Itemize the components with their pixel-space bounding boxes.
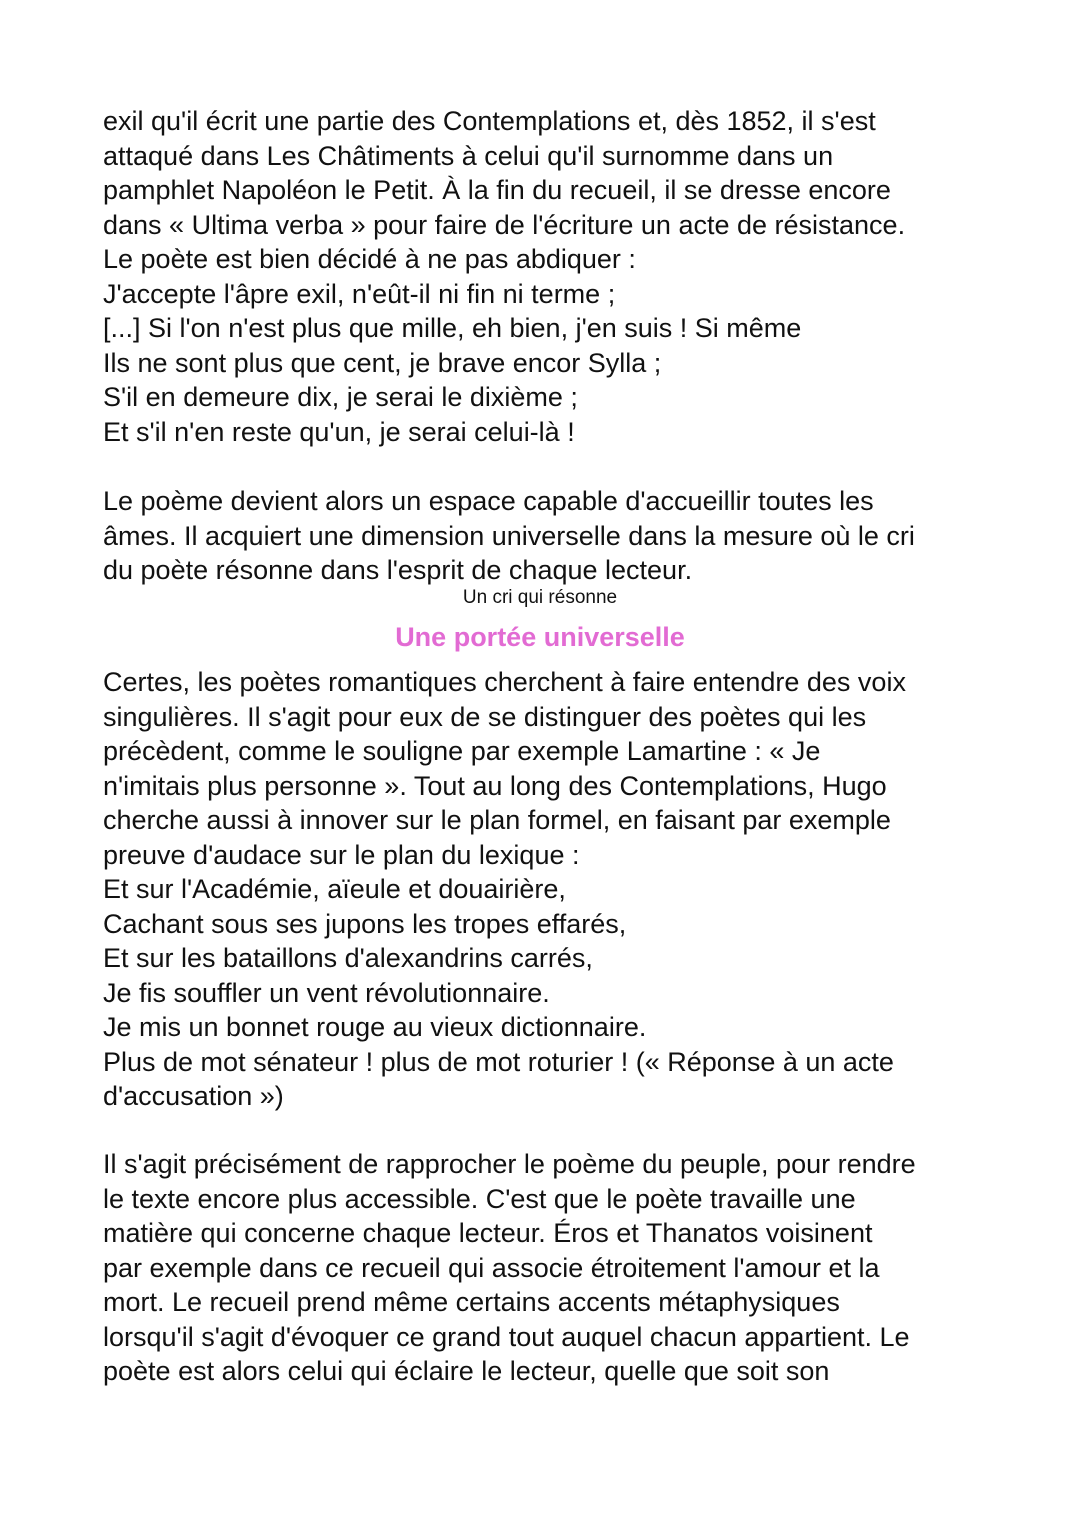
text-line: n'imitais plus personne ». Tout au long des Contemplations, Hugo <box>103 770 887 801</box>
text-line: le texte encore plus accessible. C'est que le poète travaille une <box>103 1183 856 1214</box>
verse-line: S'il en demeure dix, je serai le dixième ; <box>103 382 578 412</box>
text-line: exil qu'il écrit une partie des Contemplations et, dès 1852, il s'est <box>103 106 876 136</box>
text-line: pamphlet Napoléon le Petit. À la fin du recueil, il se dresse encore <box>103 175 891 205</box>
verse-line: Cachant sous ses jupons les tropes effarés, <box>103 908 627 939</box>
text-line: du poète résonne dans l'esprit de chaque lecteur. <box>103 555 693 585</box>
verse-line: [...] Si l'on n'est plus que mille, eh bien, j'en suis ! Si même <box>103 313 802 343</box>
verse-line: J'accepte l'âpre exil, n'eût-il ni fin ni terme ; <box>103 278 616 309</box>
text-line: matière qui concerne chaque lecteur. Éros et Thanatos voisinent <box>103 1218 873 1248</box>
verse-line: Je fis souffler un vent révolutionnaire. <box>103 977 550 1008</box>
text-line: singulières. Il s'agit pour eux de se distinguer des poètes qui les <box>103 701 867 732</box>
verse-line: Et sur l'Académie, aïeule et douairière, <box>103 874 566 904</box>
verse-line: Je mis un bonnet rouge au vieux dictionnaire. <box>103 1012 647 1042</box>
text-line: Certes, les poètes romantiques cherchent à faire entendre des voix <box>103 667 906 697</box>
text-line: cherche aussi à innover sur le plan formel, en faisant par exemple <box>103 805 891 835</box>
text-line: Le poète est bien décidé à ne pas abdiquer : <box>103 244 636 274</box>
text-line: Il s'agit précisément de rapprocher le poème du peuple, pour rendre <box>103 1149 916 1179</box>
text-line: poète est alors celui qui éclaire le lecteur, quelle que soit son <box>103 1356 830 1386</box>
paragraph-universal-space <box>103 484 1003 588</box>
text-line: mort. Le recueil prend même certains accents métaphysiques <box>103 1287 840 1317</box>
verse-line: Plus de mot sénateur ! plus de mot roturier ! (« Réponse à un acte <box>103 1046 894 1077</box>
section-subtitle: Un cri qui résonne <box>462 587 618 608</box>
text-line: par exemple dans ce recueil qui associe étroitement l'amour et la <box>103 1252 880 1283</box>
text-line: précèdent, comme le souligne par exemple Lamartine : « Je <box>103 736 821 766</box>
paragraph-people-accessibility <box>103 1147 1003 1389</box>
verse-line: d'accusation ») <box>103 1081 284 1111</box>
text-line: Le poème devient alors un espace capable d'accueillir toutes les <box>103 486 874 516</box>
verse-line: Et sur les bataillons d'alexandrins carrés, <box>103 943 593 973</box>
text-line: lorsqu'il s'agit d'évoquer ce grand tout auquel chacun appartient. Le <box>103 1321 910 1352</box>
verse-line: Ils ne sont plus que cent, je brave encor Sylla ; <box>103 347 662 378</box>
text-line: attaqué dans Les Châtiments à celui qu'il surnomme dans un <box>103 140 834 171</box>
paragraph-romantic-voices <box>103 665 1003 1114</box>
text-line: âmes. Il acquiert une dimension universelle dans la mesure où le cri <box>103 520 915 551</box>
section-heading: Une portée universelle <box>395 622 685 652</box>
verse-line: Et s'il n'en reste qu'un, je serai celui-là ! <box>103 416 575 447</box>
paragraph-exile-verses <box>103 104 1003 449</box>
text-line: dans « Ultima verba » pour faire de l'écriture un acte de résistance. <box>103 209 906 240</box>
text-line: preuve d'audace sur le plan du lexique : <box>103 839 580 870</box>
